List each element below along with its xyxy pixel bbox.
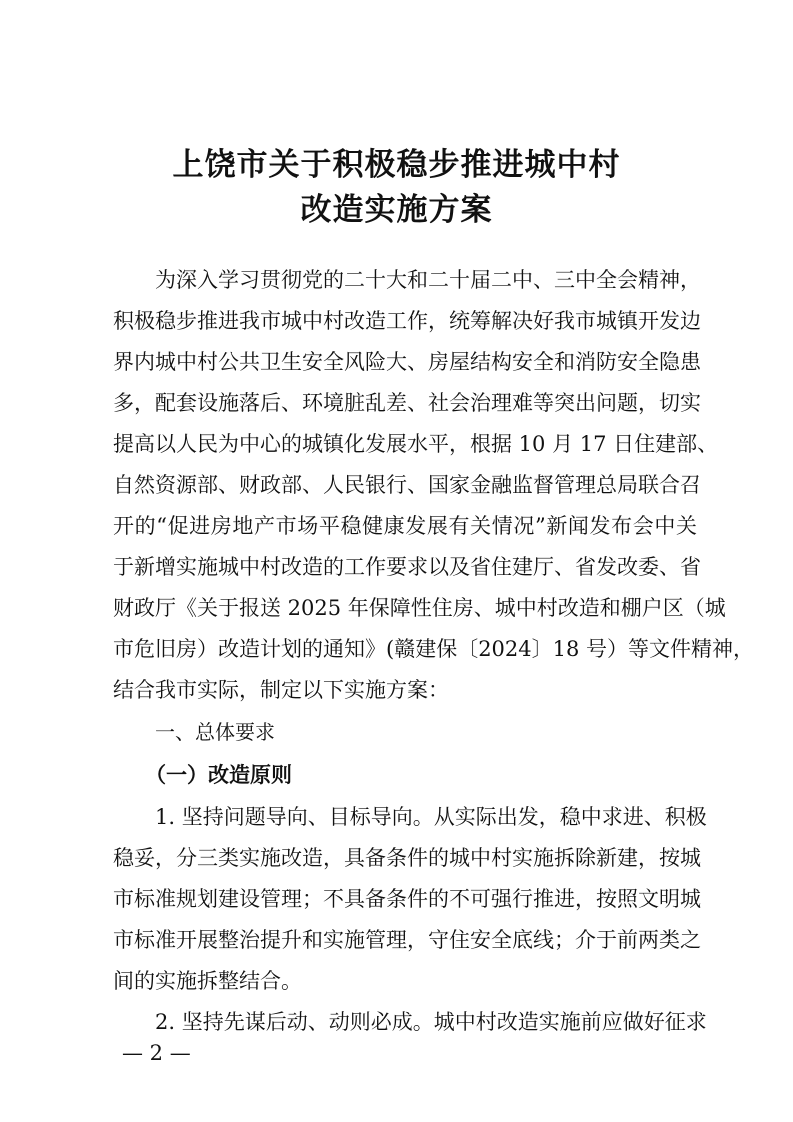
document-title-line-2: 改造实施方案	[300, 192, 493, 228]
paragraph-2-line: 间的实施拆整结合。	[113, 969, 302, 993]
paragraph-1-line: 财政厅《关于报送 2025 年保障性住房、城中村改造和棚户区（城	[113, 596, 726, 620]
paragraph-1-line: 积极稳步推进我市城中村改造工作，统筹解决好我市城镇开发边	[113, 309, 701, 333]
paragraph-2-line: 市标准规划建设管理；不具备条件的不可强行推进，按照文明城	[113, 887, 701, 911]
document-title-line-1: 上饶市关于积极稳步推进城中村	[172, 147, 621, 183]
page-number: — 2 —	[122, 1041, 191, 1065]
subsection-heading: （一）改造原则	[145, 762, 292, 787]
paragraph-1-line: 界内城中村公共卫生安全风险大、房屋结构安全和消防安全隐患	[113, 350, 701, 374]
paragraph-1-line: 市危旧房）改造计划的通知》(赣建保〔2024〕18 号）等文件精神，	[113, 637, 755, 661]
paragraph-1-line: 于新增实施城中村改造的工作要求以及省住建厅、省发改委、省	[113, 555, 701, 579]
paragraph-3-line: 2. 坚持先谋后动、动则必成。城中村改造实施前应做好征求	[155, 1010, 707, 1034]
section-heading: 一、总体要求	[155, 720, 275, 744]
paragraph-1-line: 结合我市实际，制定以下实施方案：	[113, 678, 449, 702]
paragraph-1-line: 开的“促进房地产市场平稳健康发展有关情况”新闻发布会中关	[113, 514, 697, 538]
paragraph-1-line: 自然资源部、财政部、人民银行、国家金融监督管理总局联合召	[113, 473, 701, 497]
paragraph-2-line: 市标准开展整治提升和实施管理，守住安全底线；介于前两类之	[113, 928, 701, 952]
paragraph-1-line: 为深入学习贯彻党的二十大和二十届二中、三中全会精神，	[155, 268, 701, 292]
paragraph-1-line: 多，配套设施落后、环境脏乱差、社会治理难等突出问题，切实	[113, 391, 701, 415]
paragraph-1-line: 提高以人民为中心的城镇化发展水平，根据 10 月 17 日住建部、	[113, 432, 719, 456]
paragraph-2-line: 1. 坚持问题导向、目标导向。从实际出发，稳中求进、积极	[155, 805, 707, 829]
paragraph-2-line: 稳妥，分三类实施改造，具备条件的城中村实施拆除新建，按城	[113, 846, 701, 870]
